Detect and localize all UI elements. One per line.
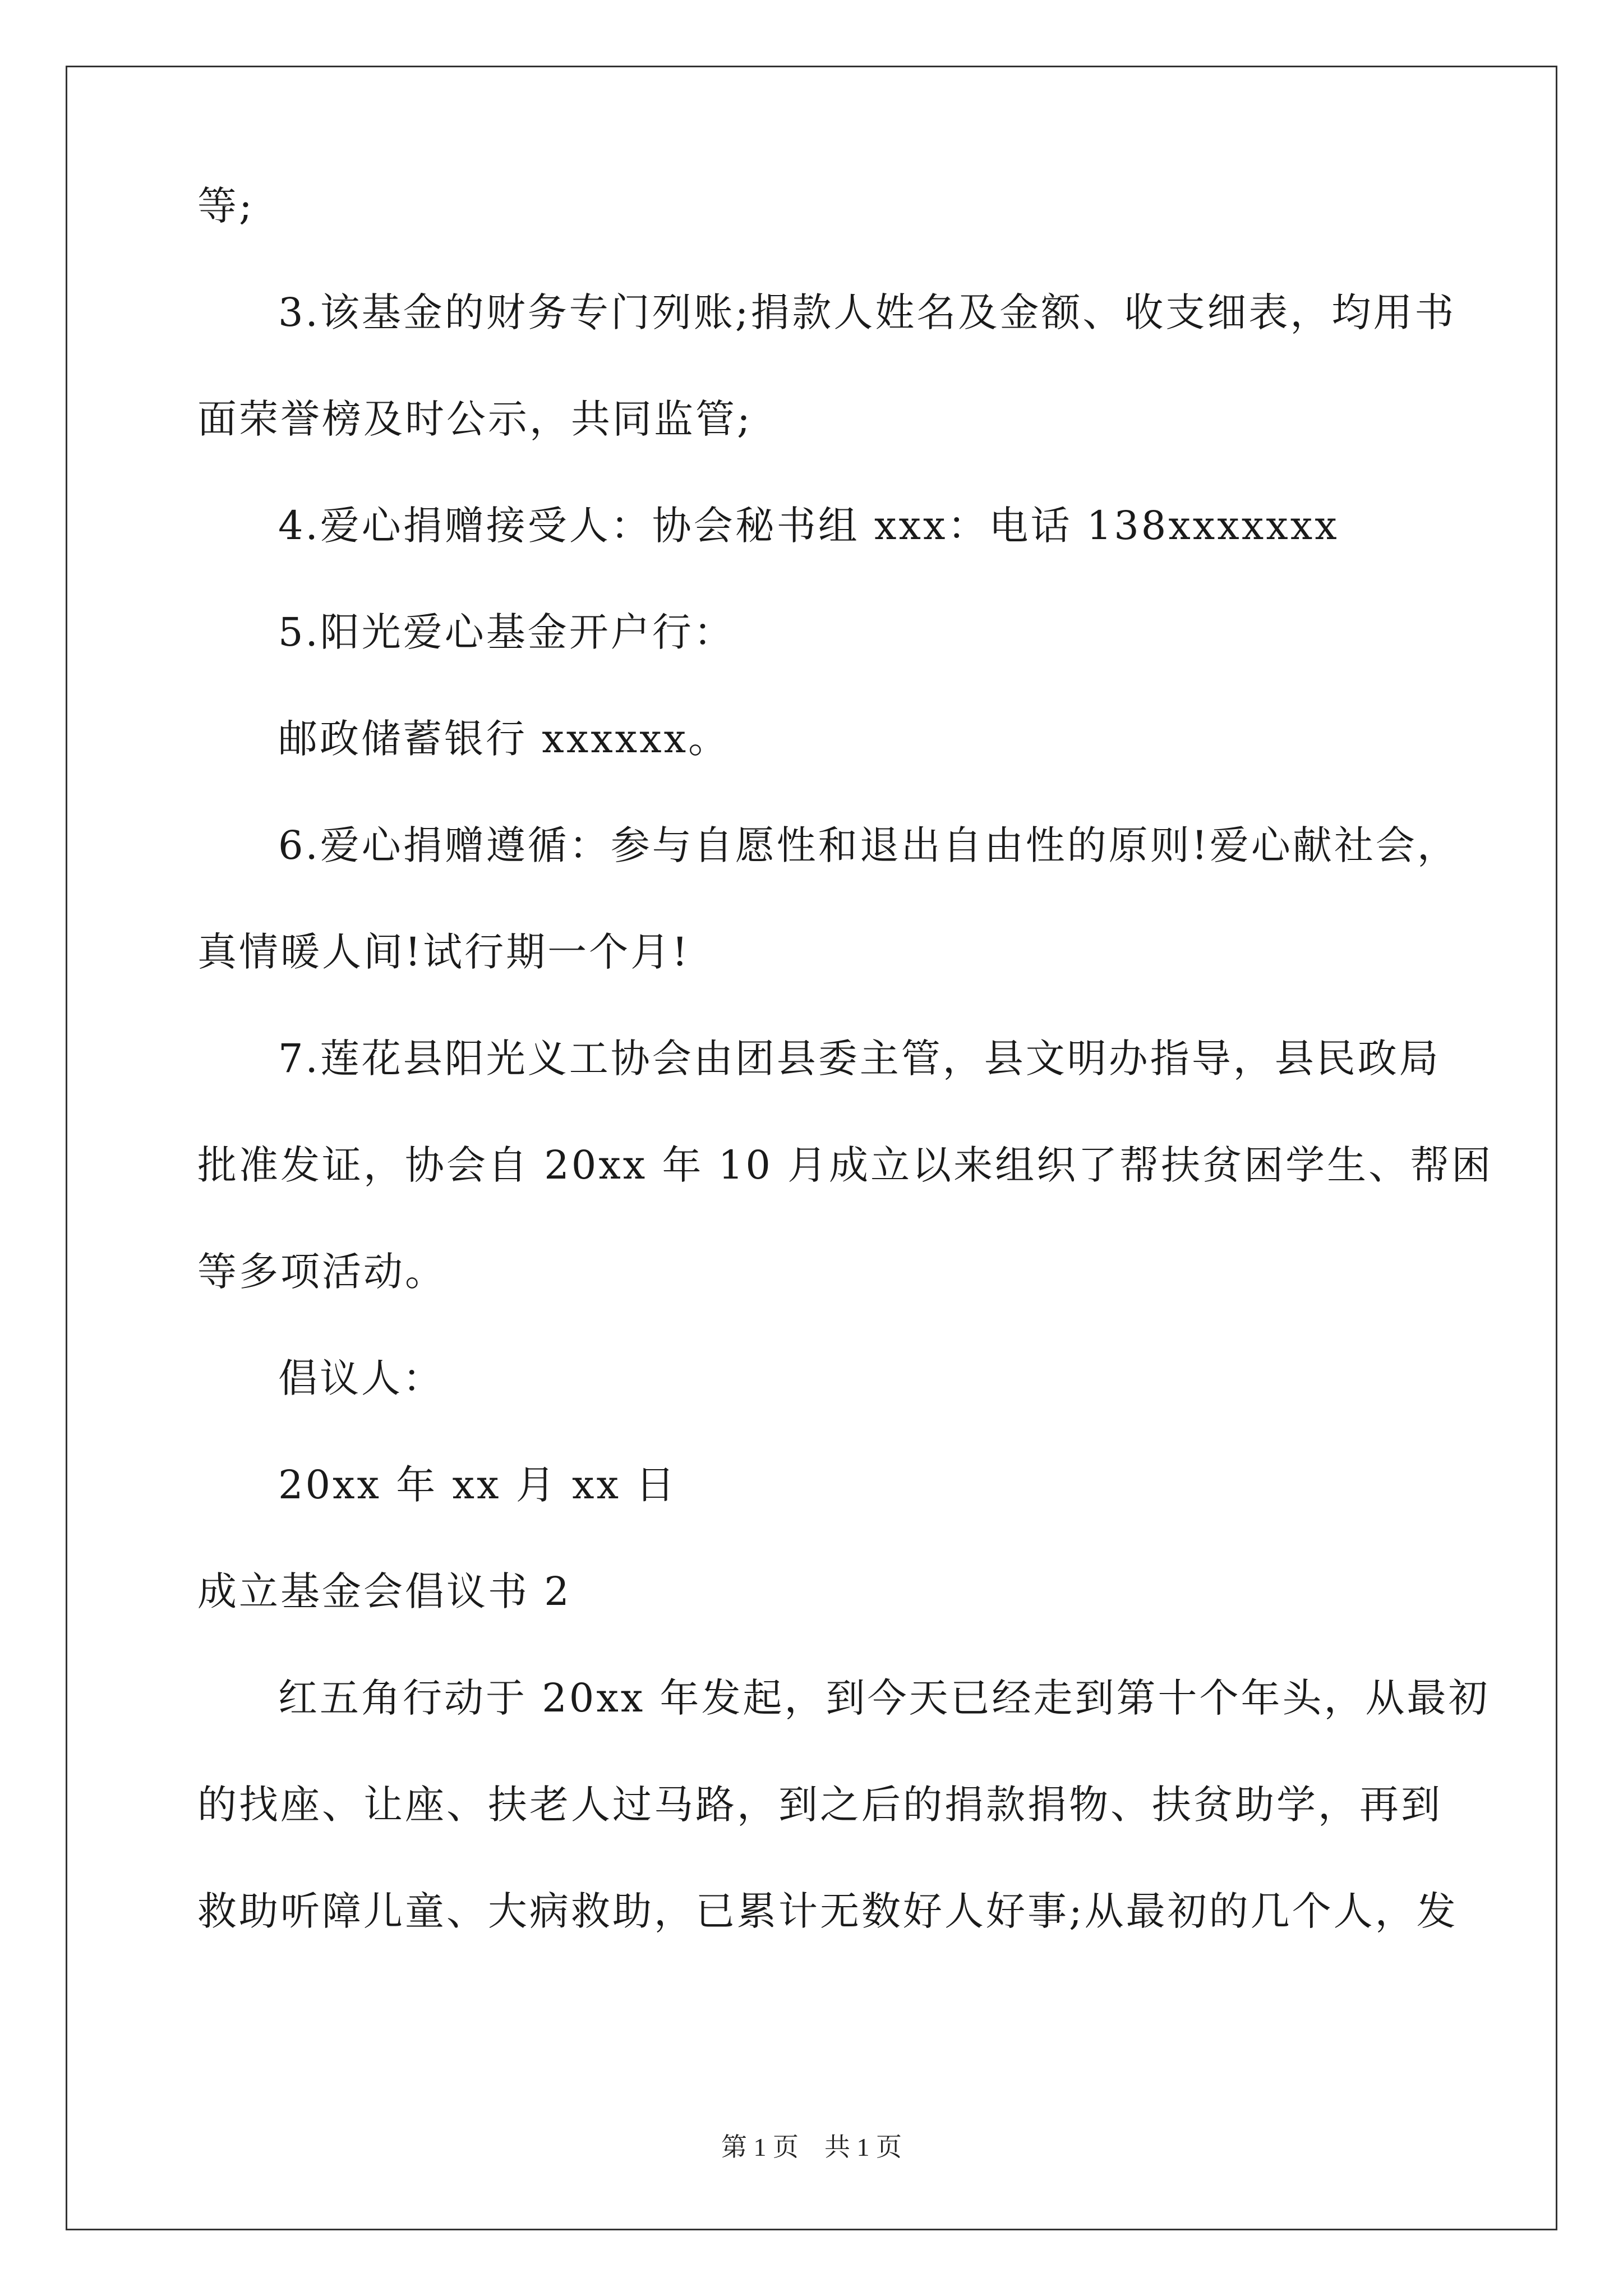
text-line: 真情暖人间!试行期一个月! (197, 929, 690, 975)
section-heading: 成立基金会倡议书 2 (197, 1568, 571, 1614)
text-line: 邮政储蓄银行 xxxxxx。 (278, 716, 730, 762)
page-footer: 第 1 页 共 1 页 (721, 2133, 902, 2161)
text-line: 的找座、让座、扶老人过马路，到之后的捐款捐物、扶贫助学，再到 (197, 1782, 1442, 1828)
text-line: 20xx 年 xx 月 xx 日 (278, 1462, 677, 1508)
text-line: 3.该基金的财务专门列账;捐款人姓名及金额、收支细表，均用书 (278, 289, 1456, 335)
text-line: 7.莲花县阳光义工协会由团县委主管，县文明办指导，县民政局 (278, 1036, 1441, 1082)
text-line: 救助听障儿童、大病救助，已累计无数好人好事;从最初的几个人，发 (197, 1888, 1458, 1934)
text-line: 倡议人： (278, 1355, 444, 1401)
text-line: 等多项活动。 (197, 1249, 446, 1295)
text-line: 红五角行动于 20xx 年发起，到今天已经走到第十个年头，从最初 (278, 1675, 1490, 1721)
text-line: 等; (197, 183, 255, 229)
text-line: 6.爱心捐赠遵循：参与自愿性和退出自由性的原则!爱心献社会， (278, 822, 1459, 868)
text-line: 批准发证，协会自 20xx 年 10 月成立以来组织了帮扶贫困学生、帮困 (197, 1142, 1493, 1188)
text-line: 5.阳光爱心基金开户行： (278, 609, 735, 655)
text-line: 4.爱心捐赠接受人：协会秘书组 xxx：电话 138xxxxxxx (278, 503, 1339, 549)
text-line: 面荣誉榜及时公示，共同监管; (197, 396, 753, 442)
